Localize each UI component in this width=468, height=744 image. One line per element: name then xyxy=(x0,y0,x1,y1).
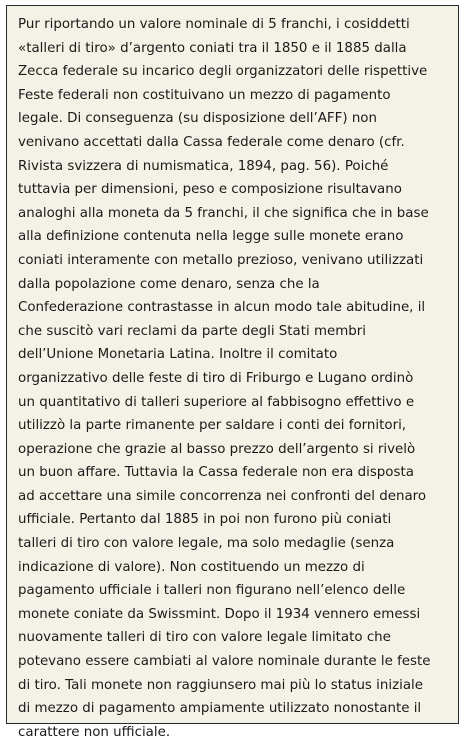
text-line: venivano accettati dalla Cassa federale come denaro (cfr. xyxy=(18,134,405,150)
text-line: pagamento ufficiale i talleri non figurano nell’elenco delle xyxy=(18,583,406,599)
text-line: dalla popolazione come denaro, senza che la xyxy=(18,276,320,292)
text-line: potevano essere cambiati al valore nominale durante le feste xyxy=(18,654,431,670)
text-line: ad accettare una simile concorrenza nei confronti del denaro xyxy=(18,488,427,504)
text-line: monete coniate da Swissmint. Dopo il 1934 vennero emessi xyxy=(18,606,421,622)
text-box xyxy=(6,5,459,740)
text-line: operazione che grazie al basso prezzo dell’argento si rivelò xyxy=(18,441,416,457)
text-line: Pur riportando un valore nominale di 5 franchi, i cosiddetti xyxy=(18,17,410,32)
text-line: che suscitò vari reclami da parte degli Stati membri xyxy=(18,323,367,339)
text-line: utilizzò la parte rimanente per saldare i conti dei fornitori, xyxy=(18,418,407,434)
paragraph xyxy=(18,13,458,744)
text-line: Rivista svizzera di numismatica, 1894, pag. 56). Poiché xyxy=(18,158,389,174)
text-line: indicazione di valore). Non costituendo un mezzo di xyxy=(18,559,365,575)
text-line: organizzativo delle feste di tiro di Friburgo e Lugano ordinò xyxy=(18,370,414,386)
text-line: coniati interamente con metallo prezioso, venivano utilizzati xyxy=(18,252,424,268)
text-line: un buon affare. Tuttavia la Cassa federale non era disposta xyxy=(18,465,414,481)
text-line: Feste federali non costituivano un mezzo di pagamento xyxy=(18,87,391,103)
text-line: nuovamente talleri di tiro con valore legale limitato che xyxy=(18,630,391,646)
text-line: legale. Di conseguenza (su disposizione dell’AFF) non xyxy=(18,111,377,127)
text-line: talleri di tiro con valore legale, ma solo medaglie (senza xyxy=(18,536,395,552)
text-line: ufficiale. Pertanto dal 1885 in poi non furono più coniati xyxy=(18,512,392,528)
text-line: Confederazione contrastasse in alcun modo tale abitudine, il xyxy=(18,300,426,316)
text-line: un quantitativo di talleri superiore al fabbisogno effettivo e xyxy=(18,394,415,410)
text-line: tuttavia per dimensioni, peso e composizione risultavano xyxy=(18,182,402,198)
text-line: Zecca federale su incarico degli organizzatori delle rispettive xyxy=(18,64,428,80)
text-line: alla definizione contenuta nella legge sulle monete erano xyxy=(18,229,404,245)
text-line: di tiro. Tali monete non raggiunsero mai più lo status iniziale xyxy=(18,677,424,693)
text-line: analoghi alla moneta da 5 franchi, il che significa che in base xyxy=(18,205,429,221)
text-line: «talleri di tiro» d’argento coniati tra il 1850 e il 1885 dalla xyxy=(18,40,407,56)
text-line: carattere non ufficiale. xyxy=(18,724,171,740)
text-line: di mezzo di pagamento ampiamente utilizzato nonostante il xyxy=(18,701,422,717)
text-line: dell’Unione Monetaria Latina. Inoltre il comitato xyxy=(18,347,338,363)
